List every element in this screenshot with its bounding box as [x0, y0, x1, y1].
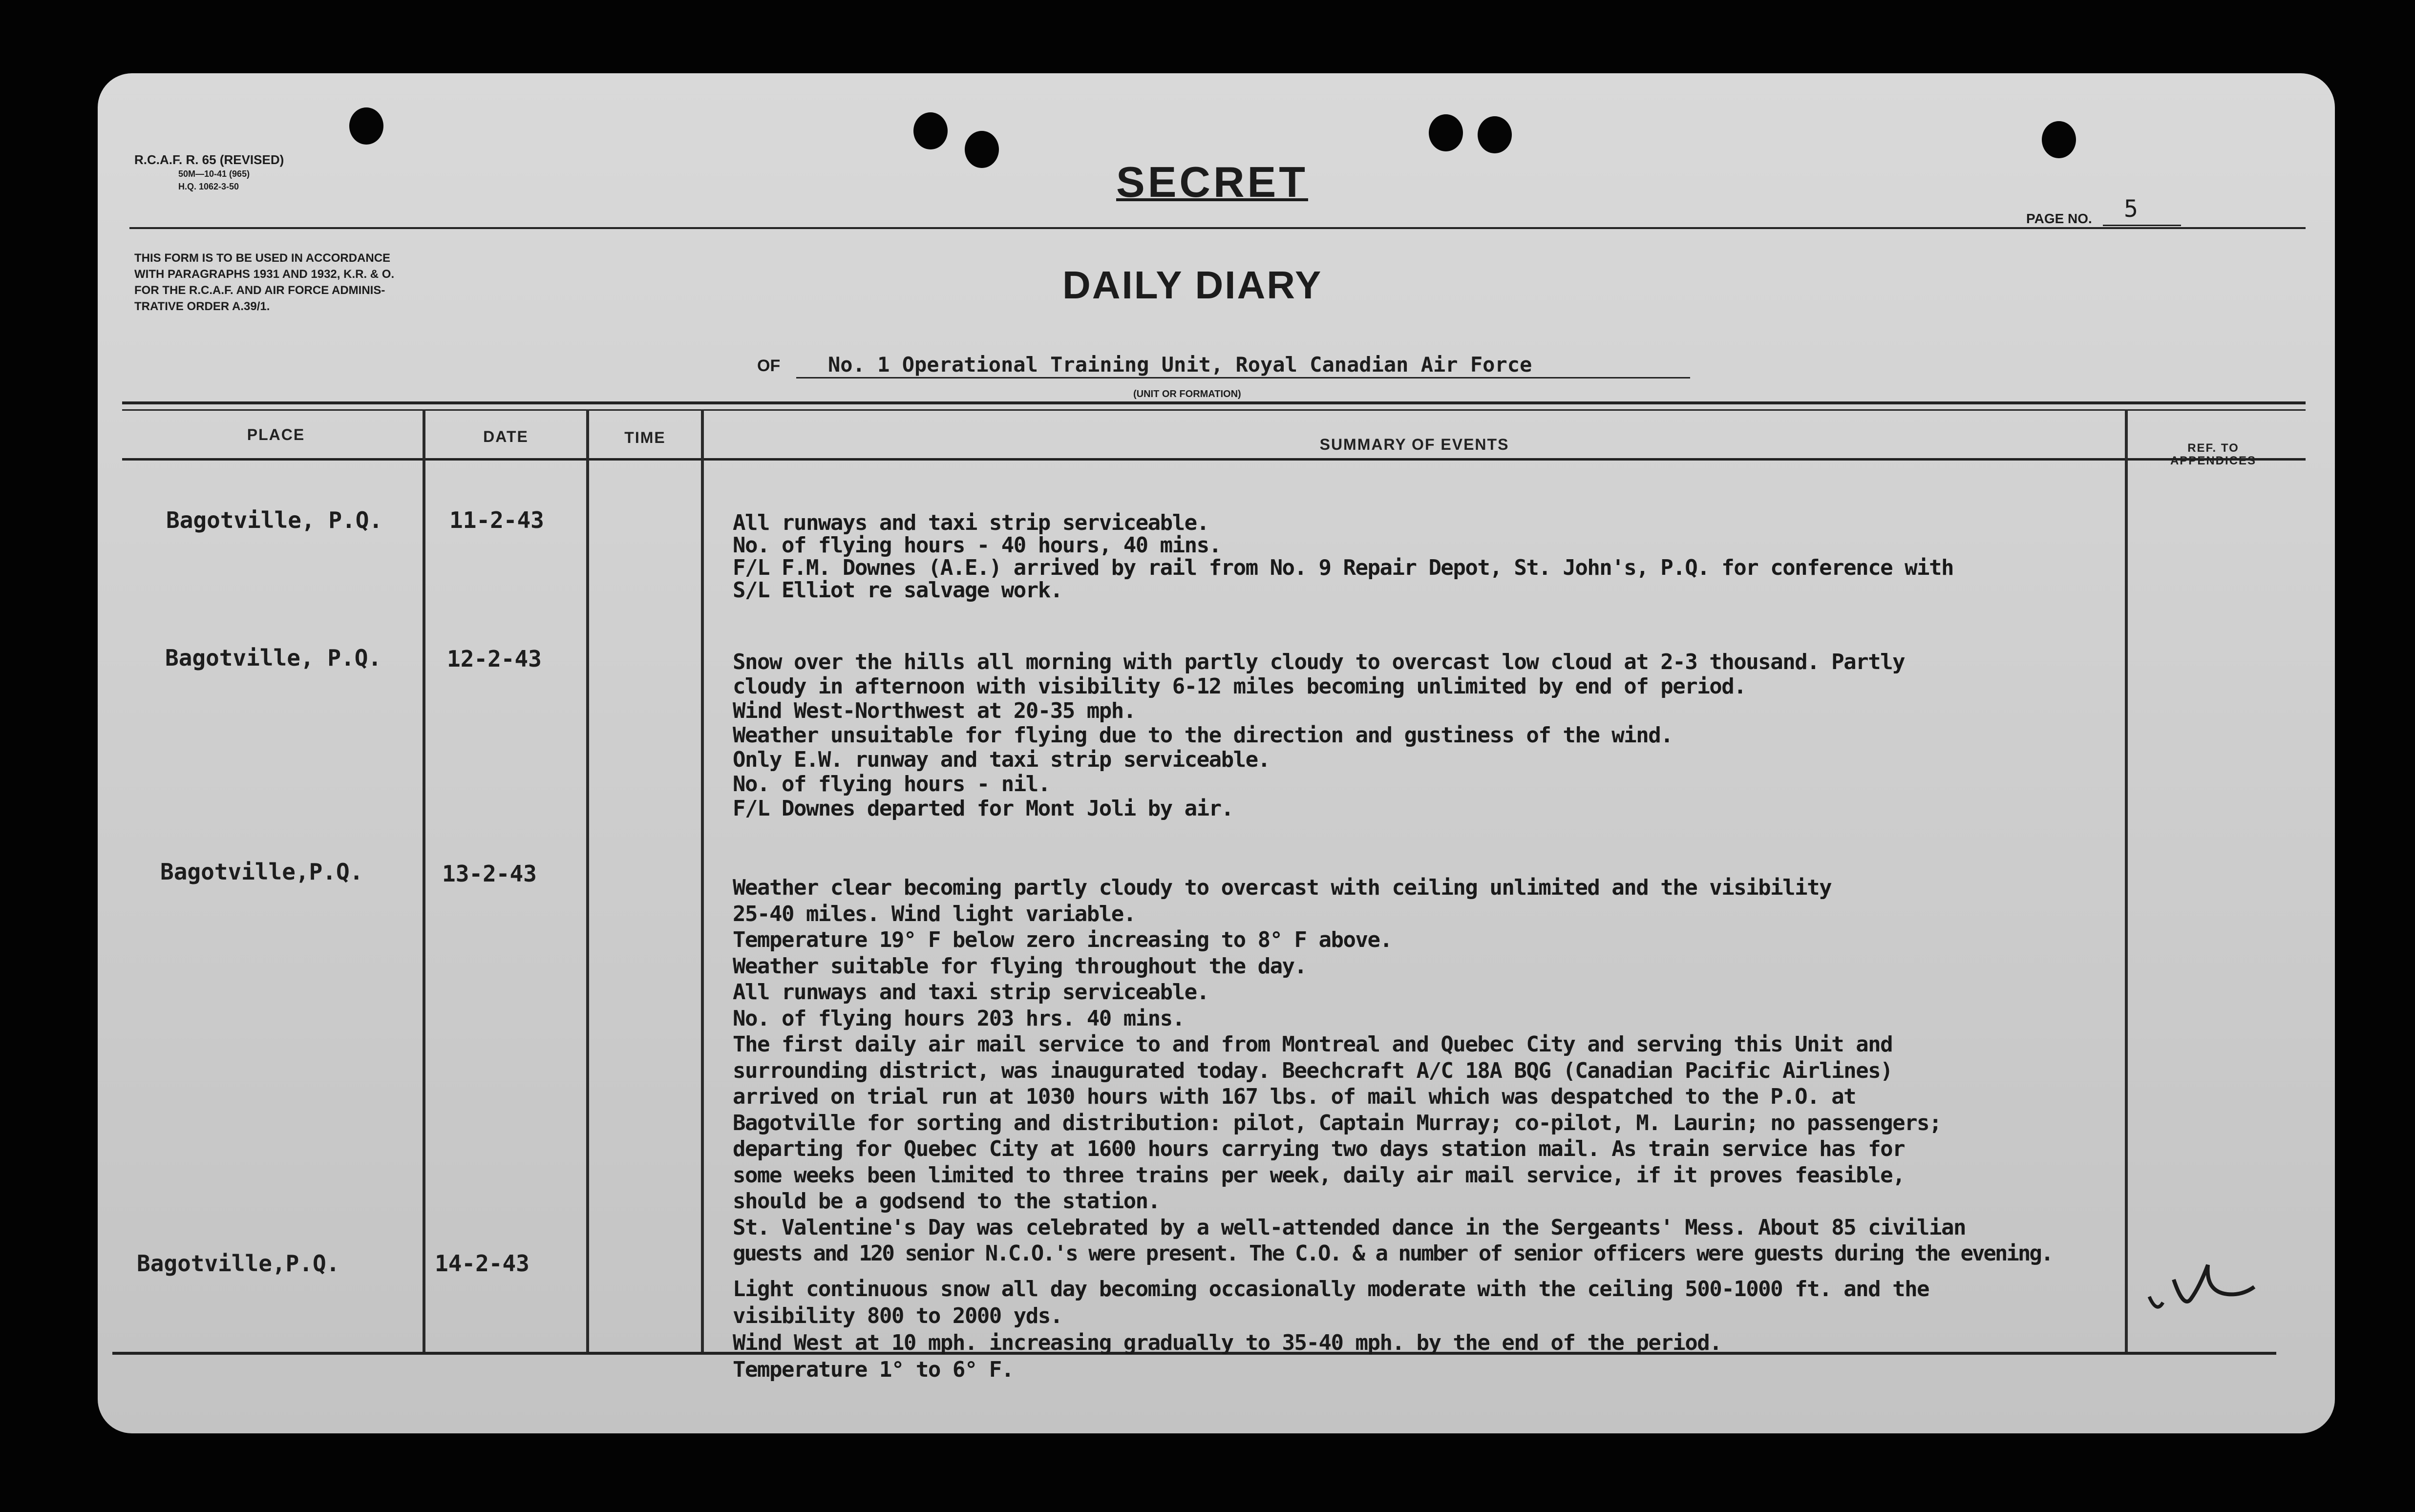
entry-date: 13-2-43	[442, 861, 537, 887]
entry-summary-line: should be a godsend to the station.	[733, 1189, 1160, 1214]
entry-summary-line: No. of flying hours 203 hrs. 40 mins.	[733, 1006, 1185, 1031]
form-instruction-line: THIS FORM IS TO BE USED IN ACCORDANCE	[134, 252, 391, 265]
entry-summary-line: Weather unsuitable for flying due to the direction and gustiness of the wind.	[733, 723, 1673, 748]
entry-summary-line: arrived on trial run at 1030 hours with 167 lbs. of mail which was despatched to the P.O. at	[733, 1084, 1856, 1109]
punch-hole	[2042, 121, 2076, 158]
column-divider	[701, 409, 704, 1352]
entry-summary-line: Bagotville for sorting and distribution: pilot, Captain Murray; co-pilot, M. Laurin; no passengers;	[733, 1110, 1942, 1135]
column-header-appendices: APPENDICES	[2170, 454, 2257, 467]
punch-hole	[349, 107, 383, 145]
unit-name: No. 1 Operational Training Unit, Royal Canadian Air Force	[828, 353, 1532, 377]
entry-place: Bagotville, P.Q.	[166, 507, 383, 533]
column-divider	[423, 409, 425, 1352]
punch-hole	[913, 112, 948, 149]
unit-caption: (UNIT OR FORMATION)	[1133, 389, 1241, 399]
entry-summary-line: 25-40 miles. Wind light variable.	[733, 901, 1136, 926]
header-rule	[129, 227, 2306, 229]
form-instruction-line: FOR THE R.C.A.F. AND AIR FORCE ADMINIS-	[134, 284, 385, 297]
entry-summary-line: some weeks been limited to three trains per week, daily air mail service, if it proves feasible,	[733, 1162, 1905, 1188]
entry-date: 12-2-43	[447, 646, 542, 672]
column-header-place: PLACE	[247, 426, 305, 443]
entry-summary-line: The first daily air mail service to and from Montreal and Quebec City and serving this Unit and	[733, 1032, 1893, 1057]
entry-summary-line: Wind West-Northwest at 20-35 mph.	[733, 698, 1136, 723]
form-number: R.C.A.F. R. 65 (REVISED)	[134, 152, 284, 167]
form-instruction-line: WITH PARAGRAPHS 1931 AND 1932, K.R. & O.	[134, 268, 395, 281]
diary-form	[98, 73, 2335, 1433]
entry-place: Bagotville, P.Q.	[165, 645, 382, 671]
entry-summary-line: visibility 800 to 2000 yds.	[733, 1303, 1062, 1328]
signature-initials	[2140, 1250, 2267, 1328]
entry-summary-line: Light continuous snow all day becoming occasionally moderate with the ceiling 500-1000 ft. and the	[733, 1277, 1929, 1302]
form-print-line: H.Q. 1062-3-50	[178, 182, 239, 191]
entry-summary-line: F/L F.M. Downes (A.E.) arrived by rail from No. 9 Repair Depot, St. John's, P.Q. for conference with	[733, 555, 1954, 580]
diary-title: DAILY DIARY	[1062, 263, 1323, 307]
column-header-date: DATE	[483, 428, 529, 445]
entry-summary-line: No. of flying hours - 40 hours, 40 mins.	[733, 533, 1221, 558]
page-number-label: PAGE NO.	[2026, 211, 2092, 226]
entry-summary-line: Temperature 1° to 6° F.	[733, 1357, 1014, 1382]
entry-summary-line: F/L Downes departed for Mont Joli by air.	[733, 796, 1233, 821]
entry-date: 11-2-43	[449, 507, 544, 533]
punch-hole	[965, 131, 999, 168]
entry-summary-line: Only E.W. runway and taxi strip serviceable.	[733, 747, 1270, 772]
entry-summary-line: departing for Quebec City at 1600 hours carrying two days station mail. As train service has for	[733, 1136, 1905, 1161]
column-header-ref: REF. TO	[2187, 441, 2239, 455]
column-divider	[2125, 409, 2128, 1352]
entry-summary-line: Temperature 19° F below zero increasing to 8° F above.	[733, 927, 1392, 952]
entry-summary-line: Weather clear becoming partly cloudy to overcast with ceiling unlimited and the visibility	[733, 875, 1832, 900]
entry-summary-line: All runways and taxi strip serviceable.	[733, 980, 1209, 1005]
entry-summary-line: Weather suitable for flying throughout the day.	[733, 953, 1307, 979]
column-header-summary: SUMMARY OF EVENTS	[1319, 436, 1509, 453]
form-instruction-line: TRATIVE ORDER A.39/1.	[134, 300, 270, 313]
entry-place: Bagotville,P.Q.	[160, 859, 363, 885]
entry-summary-line: guests and 120 senior N.C.O.'s were present. The C.O. & a number of senior officers were guests during the evening.	[733, 1241, 2053, 1266]
column-header-time: TIME	[624, 429, 666, 446]
entry-summary-line: St. Valentine's Day was celebrated by a well-attended dance in the Sergeants' Mess. About 85 civilian	[733, 1215, 1966, 1240]
form-print-line: 50M—10-41 (965)	[178, 169, 250, 179]
entry-summary-line: surrounding district, was inaugurated today. Beechcraft A/C 18A BQG (Canadian Pacific Airlines)	[733, 1058, 1893, 1083]
of-label: OF	[757, 357, 781, 375]
table-top-rule-2	[122, 409, 2306, 411]
entry-date: 14-2-43	[435, 1250, 530, 1277]
punch-hole	[1429, 114, 1463, 151]
entry-summary-line: Wind West at 10 mph. increasing gradually to 35-40 mph. by the end of the period.	[733, 1330, 1722, 1355]
table-top-rule	[122, 401, 2306, 404]
entry-summary-line: cloudy in afternoon with visibility 6-12 miles becoming unlimited by end of period.	[733, 674, 1746, 699]
unit-underline	[796, 377, 1690, 378]
entry-place: Bagotville,P.Q.	[137, 1250, 340, 1277]
entry-summary-line: All runways and taxi strip serviceable.	[733, 510, 1209, 535]
page-number: 5	[2124, 195, 2138, 223]
punch-hole	[1478, 116, 1512, 153]
page-number-underline	[2103, 225, 2181, 226]
classification-stamp: SECRET	[1116, 158, 1308, 206]
entry-summary-line: Snow over the hills all morning with partly cloudy to overcast low cloud at 2-3 thousand. Partly	[733, 650, 1905, 674]
entry-summary-line: S/L Elliot re salvage work.	[733, 578, 1062, 603]
column-divider	[586, 409, 589, 1352]
table-header-rule	[122, 458, 2306, 461]
entry-summary-line: No. of flying hours - nil.	[733, 772, 1050, 797]
